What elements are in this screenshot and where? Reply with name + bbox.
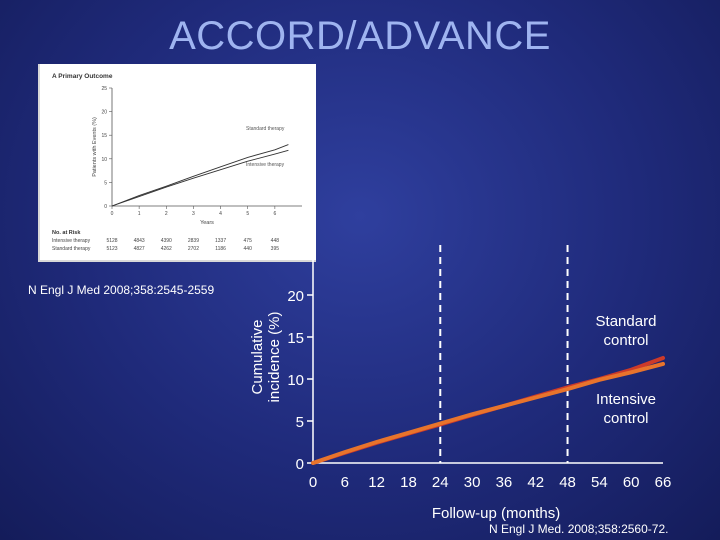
x-tick-label-12: 12 — [368, 474, 385, 491]
x-tick-label-30: 30 — [463, 474, 481, 491]
inset-x-tick-label-1: 1 — [137, 211, 141, 217]
inset-x-tick-label-5: 5 — [246, 211, 250, 217]
y-axis-title — [249, 312, 283, 403]
inset-x-tick-label-2: 2 — [164, 211, 168, 217]
x-tick-label-18: 18 — [400, 474, 417, 491]
annotation-line-2: control — [603, 410, 649, 427]
x-tick-label-54: 54 — [591, 474, 608, 491]
x-tick-label-0: 0 — [308, 474, 318, 491]
inset-at-risk-value: 4390 — [160, 238, 172, 244]
x-tick-label-42: 42 — [527, 474, 545, 491]
inset-x-tick-label-0: 0 — [110, 211, 114, 217]
inset-at-risk-value: 1186 — [215, 246, 226, 252]
inset-y-tick-label-15: 15 — [101, 133, 107, 140]
inset-y-tick-label-25: 25 — [101, 86, 107, 92]
inset-label-intensive: Intensive therapy — [246, 162, 285, 168]
citation-advance: N Engl J Med. 2008;358:2560-72. — [489, 522, 669, 536]
inset-x-axis-title: Years — [200, 220, 214, 226]
annotation-line-1: Intensive — [595, 391, 657, 408]
x-tick-label-66: 66 — [654, 474, 672, 491]
inset-at-risk-value: 4262 — [160, 246, 172, 252]
inset-x-tick-label-3: 3 — [192, 211, 195, 217]
x-tick-label-60: 60 — [622, 474, 640, 491]
inset-y-tick-label-10: 10 — [101, 156, 107, 163]
y-axis-title-line-1: Cumulative — [249, 319, 266, 395]
y-tick-label-15: 15 — [287, 330, 304, 347]
y-axis-title-line-2: incidence (%) — [266, 311, 283, 403]
inset-at-risk-value: 448 — [270, 238, 280, 244]
inset-at-risk-value: 2839 — [187, 238, 199, 244]
inset-at-risk-value: 1337 — [215, 238, 227, 244]
inset-y-tick-label-20: 20 — [101, 109, 107, 116]
inset-y-tick-label-5: 5 — [104, 180, 107, 187]
inset-at-risk-title: No. at Risk — [52, 230, 81, 236]
citation-accord: N Engl J Med 2008;358:2545-2559 — [28, 283, 215, 297]
y-tick-label-0: 0 — [295, 456, 304, 473]
y-tick-label-10: 10 — [287, 372, 304, 389]
inset-label-standard: Standard therapy — [246, 126, 285, 132]
x-tick-label-24: 24 — [431, 474, 449, 491]
inset-at-risk-value: 395 — [270, 246, 280, 252]
inset-at-risk-value: 2702 — [187, 246, 199, 252]
inset-at-risk-value: 440 — [243, 246, 252, 252]
inset-at-risk-row-label: Standard therapy — [52, 246, 91, 252]
inset-y-axis-title: Patients with Events (%) — [92, 117, 98, 177]
inset-at-risk-value: 4827 — [133, 246, 145, 252]
y-tick-label-5: 5 — [295, 414, 304, 431]
inset-at-risk-value: 5128 — [106, 238, 118, 244]
x-tick-label-36: 36 — [495, 474, 513, 491]
inset-panel-label: A Primary Outcome — [52, 73, 113, 80]
slide-title: ACCORD/ADVANCE — [169, 14, 551, 58]
annotation-standard-control — [596, 313, 657, 349]
annotation-line-1: Standard — [595, 313, 657, 330]
inset-at-risk-value: 4843 — [133, 238, 145, 244]
inset-at-risk-value: 5123 — [106, 246, 118, 252]
x-axis-title: Follow-up (months) — [431, 505, 561, 522]
inset-y-tick-label-0: 0 — [104, 204, 107, 210]
annotation-line-2: control — [603, 332, 649, 349]
inset-x-tick-label-6: 6 — [273, 211, 277, 217]
annotation-intensive-control — [596, 391, 656, 427]
y-tick-label-20: 20 — [287, 288, 304, 305]
x-tick-label-48: 48 — [559, 474, 576, 491]
inset-at-risk-row-label: Intensive therapy — [52, 238, 91, 244]
inset-x-tick-label-4: 4 — [219, 211, 222, 217]
x-tick-label-6: 6 — [340, 474, 349, 491]
inset-at-risk-value: 475 — [243, 238, 252, 244]
